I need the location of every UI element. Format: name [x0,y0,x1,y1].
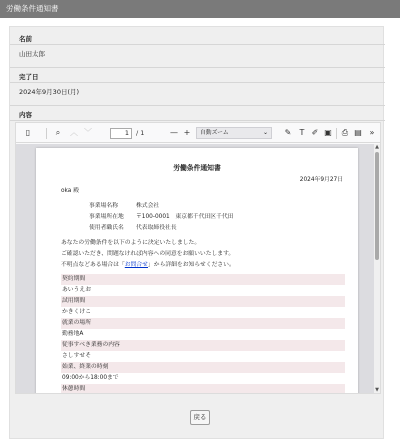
table-row-label: 就業の場所 [61,318,345,329]
name-label: 名前 [19,35,32,43]
table-row-label: 試用期間 [61,296,345,307]
employer-value: 株式会社 [136,203,160,209]
toolbar-separator [46,128,47,139]
highlight-icon[interactable]: ✎ [284,128,292,137]
sidebar-toggle-icon[interactable]: ▯ [25,128,31,137]
employer-key: 事業場所在地 [89,214,124,220]
page-number-input[interactable]: 1 [110,128,132,139]
employer-key: 使用者職氏名 [89,225,124,231]
table-row-value: さしすせそ [61,351,345,362]
toolbar-separator [336,128,337,139]
chevron-down-icon: ⌄ [262,129,268,136]
vertical-scrollbar[interactable] [374,144,380,393]
scroll-up-icon[interactable]: ▲ [375,144,379,150]
window-title: 労働条件通知書 [0,0,400,18]
table-row-value: あいうえお [61,285,345,296]
pdf-page [36,148,358,393]
employer-value: 代表取締役社長 [136,225,177,231]
content-label: 内容 [19,111,32,119]
table-row-value: 勤務地A [61,329,345,340]
body-text: ご確認いただき、問題なければ内容への同意をお願いいたします。 [61,251,235,257]
divider [10,82,385,83]
draw-icon[interactable]: ✐ [311,128,319,137]
table-row-value: かきくけこ [61,307,345,318]
add-image-icon[interactable]: ▣ [324,128,332,137]
document-title: 労働条件通知書 [173,164,221,172]
back-button[interactable]: 戻る [190,410,210,425]
divider [10,67,385,68]
contact-link[interactable]: お問合せ [124,262,148,268]
pdf-canvas[interactable] [16,144,374,393]
add-text-icon[interactable]: T [299,128,305,137]
completion-date-value: 2024年9月30日(月) [19,88,80,96]
zoom-out-icon[interactable]: — [170,128,178,137]
document-date: 2024年9月27日 [299,177,343,183]
table-row-label: 休憩時間 [61,384,345,393]
name-value: 山田太郎 [19,50,45,58]
conditions-table [61,274,345,393]
search-icon[interactable]: ⌕ [55,128,61,137]
pdf-toolbar [16,123,380,143]
table-row-value: 09:00から18:00まで [61,373,345,384]
zoom-in-icon[interactable]: + [183,128,191,137]
contact-suffix: 」から詳細をお知らせください。 [147,262,235,268]
previous-page-icon[interactable]: ︿ [70,128,78,137]
scrollbar-thumb[interactable] [375,152,379,260]
save-icon[interactable]: ▤ [354,128,362,137]
table-row-label: 始業、終業の時刻 [61,362,345,373]
page-total: / 1 [136,129,145,137]
contact-prefix: 不明点などある場合は「 [61,262,125,268]
body-text: あなたの労働条件を以下のように決定いたしました。 [61,240,201,246]
divider [10,105,385,106]
zoom-select-value: 自動ズーム [200,130,229,136]
recipient-name: oka 殿 [61,188,79,194]
pdf-viewer [15,122,381,394]
contact-text [61,259,235,268]
completion-date-label: 完了日 [19,73,39,81]
table-row-label: 従事すべき業務の内容 [61,340,345,351]
divider [10,44,385,45]
scroll-down-icon[interactable]: ▼ [375,387,379,393]
zoom-select[interactable] [196,127,272,139]
print-icon[interactable]: ⎙ [341,128,349,137]
more-tools-icon[interactable]: » [369,128,375,137]
table-row-label: 契約期間 [61,274,345,285]
employer-value: 〒100-0001 東京都千代田区千代田 [136,214,234,220]
employer-key: 事業場名称 [89,203,118,209]
next-page-icon[interactable]: ﹀ [84,128,92,137]
divider [10,120,385,121]
